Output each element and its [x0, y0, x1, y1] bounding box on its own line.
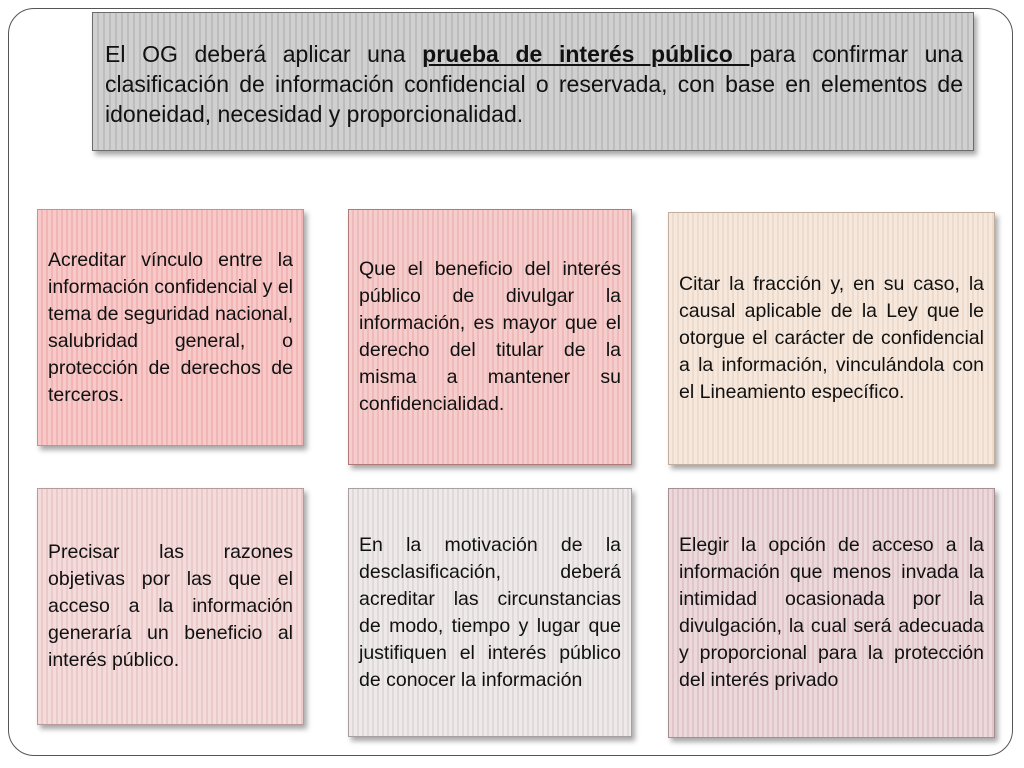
header-text-before: El OG deberá aplicar una: [105, 41, 423, 67]
card-vinculo: [37, 209, 304, 446]
card-beneficio: [348, 209, 632, 465]
header-statement: [92, 12, 974, 151]
card-text: Precisar las razones objetivas por las que el acceso a la información generaría un beneficio al interés público.: [48, 541, 293, 671]
header-text-after: para confirmar una clasificación de información confidencial o reservada, con base en elementos de idoneidad, necesidad y proporcionalidad.: [105, 41, 963, 127]
card-razones: [37, 488, 304, 725]
card-text: Elegir la opción de acceso a la información que menos invada la intimidad ocasionada por la divulgación, la cual será adecuada y proporcional para la protección del interés privado: [679, 534, 984, 691]
card-text: Citar la fracción y, en su caso, la causal aplicable de la Ley que le otorgue el carácter de confidencial a la información, vinculándola con el Lineamiento específico.: [679, 273, 984, 403]
card-text: Que el beneficio del interés público de divulgar la información, es mayor que el derecho del titular de la misma a mantener su confidencialidad.: [359, 258, 621, 415]
card-fraccion: [668, 212, 995, 465]
card-opcion-acceso: [668, 488, 995, 738]
header-emphasis: prueba de interés público: [422, 41, 750, 67]
card-text: Acreditar vínculo entre la información confidencial y el tema de seguridad nacional, salubridad general, o protección de derechos de terceros.: [48, 248, 293, 406]
card-text: En la motivación de la desclasificación, deberá acreditar las circunstancias de modo, tiempo y lugar que justifiquen el interés público de conocer la información: [359, 533, 621, 691]
card-motivacion: [348, 488, 632, 737]
